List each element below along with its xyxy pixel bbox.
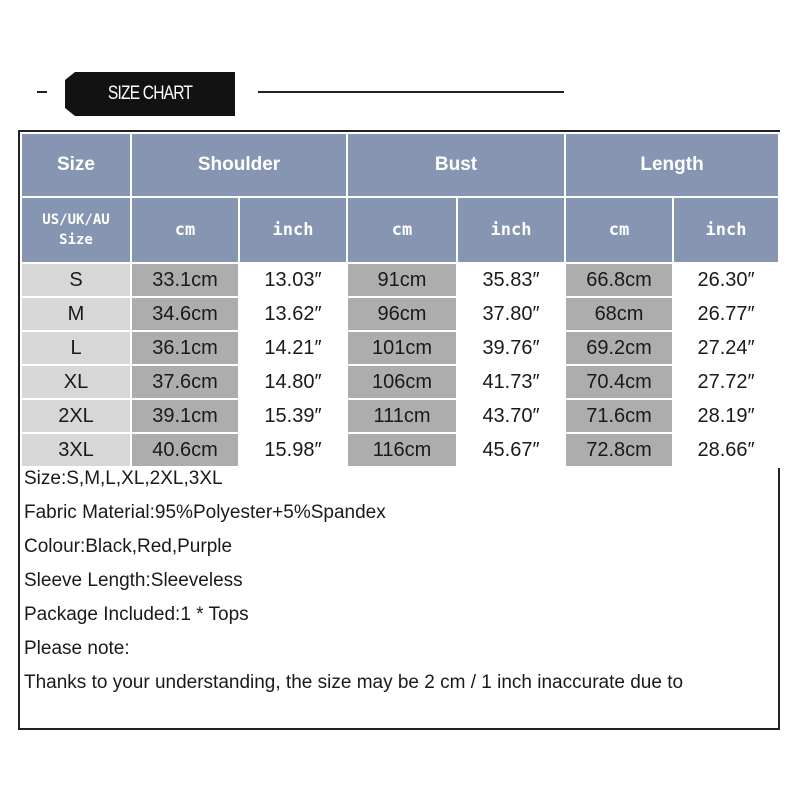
bust-inch-cell: 43.70″ [457, 399, 565, 433]
table-row [21, 365, 779, 399]
shoulder-cm-header: cm [131, 197, 239, 263]
length-cm-cell: 70.4cm [565, 365, 673, 399]
length-cm-cell: 68cm [565, 297, 673, 331]
bust-cm-header: cm [347, 197, 457, 263]
table-row [21, 263, 779, 297]
header-rule [258, 91, 564, 93]
size-cell: S [21, 263, 131, 297]
shoulder-cm-cell: 36.1cm [131, 331, 239, 365]
table-header-row [21, 133, 779, 197]
size-cell: 3XL [21, 433, 131, 467]
info-note-text: Thanks to your understanding, the size may be 2 cm / 1 inch inaccurate due to [24, 672, 684, 693]
bust-cm-cell: 91cm [347, 263, 457, 297]
length-inch-cell: 27.24″ [673, 331, 779, 365]
bust-cm-cell: 96cm [347, 297, 457, 331]
length-inch-cell: 28.19″ [673, 399, 779, 433]
shoulder-inch-cell: 15.39″ [239, 399, 347, 433]
bust-cm-cell: 106cm [347, 365, 457, 399]
table-row [21, 331, 779, 365]
length-cm-header: cm [565, 197, 673, 263]
info-fabric: Fabric Material:95%Polyester+5%Spandex [24, 502, 386, 523]
length-cm-cell: 66.8cm [565, 263, 673, 297]
info-sleeve: Sleeve Length:Sleeveless [24, 570, 243, 591]
shoulder-cm-cell: 40.6cm [131, 433, 239, 467]
length-cm-cell: 69.2cm [565, 331, 673, 365]
shoulder-inch-cell: 14.21″ [239, 331, 347, 365]
size-cell: L [21, 331, 131, 365]
length-cm-cell: 71.6cm [565, 399, 673, 433]
bust-inch-cell: 35.83″ [457, 263, 565, 297]
length-cm-cell: 72.8cm [565, 433, 673, 467]
bust-inch-cell: 45.67″ [457, 433, 565, 467]
bust-cm-cell: 111cm [347, 399, 457, 433]
length-inch-cell: 26.77″ [673, 297, 779, 331]
bust-header: Bust [347, 133, 565, 197]
shoulder-cm-cell: 37.6cm [131, 365, 239, 399]
info-package: Package Included:1 * Tops [24, 604, 249, 625]
bust-inch-cell: 41.73″ [457, 365, 565, 399]
region-size-header [21, 197, 131, 263]
length-header: Length [565, 133, 779, 197]
info-sizes: Size:S,M,L,XL,2XL,3XL [24, 468, 223, 489]
bust-cm-cell: 101cm [347, 331, 457, 365]
bust-inch-cell: 37.80″ [457, 297, 565, 331]
size-chart-title: SIZE CHART [107, 83, 193, 104]
shoulder-header: Shoulder [131, 133, 347, 197]
shoulder-inch-cell: 13.62″ [239, 297, 347, 331]
size-chart-table [20, 132, 780, 468]
length-inch-cell: 26.30″ [673, 263, 779, 297]
size-chart-panel [18, 130, 780, 730]
length-inch-cell: 28.66″ [673, 433, 779, 467]
bust-inch-cell: 39.76″ [457, 331, 565, 365]
size-cell: M [21, 297, 131, 331]
table-row [21, 399, 779, 433]
header-dash [37, 91, 47, 93]
table-row [21, 433, 779, 467]
shoulder-inch-cell: 13.03″ [239, 263, 347, 297]
size-cell: XL [21, 365, 131, 399]
size-chart-banner [65, 72, 235, 116]
table-unit-row [21, 197, 779, 263]
info-colour: Colour:Black,Red,Purple [24, 536, 233, 557]
shoulder-inch-header: inch [239, 197, 347, 263]
shoulder-cm-cell: 34.6cm [131, 297, 239, 331]
bust-cm-cell: 116cm [347, 433, 457, 467]
table-row [21, 297, 779, 331]
region-label: US/UK/AU [42, 212, 110, 228]
shoulder-cm-cell: 39.1cm [131, 399, 239, 433]
shoulder-cm-cell: 33.1cm [131, 263, 239, 297]
bust-inch-header: inch [457, 197, 565, 263]
size-cell: 2XL [21, 399, 131, 433]
shoulder-inch-cell: 15.98″ [239, 433, 347, 467]
table-body [21, 263, 779, 467]
length-inch-header: inch [673, 197, 779, 263]
region-size-label: Size [59, 232, 93, 248]
info-note-label: Please note: [24, 638, 130, 659]
shoulder-inch-cell: 14.80″ [239, 365, 347, 399]
length-inch-cell: 27.72″ [673, 365, 779, 399]
size-header: Size [21, 133, 131, 197]
